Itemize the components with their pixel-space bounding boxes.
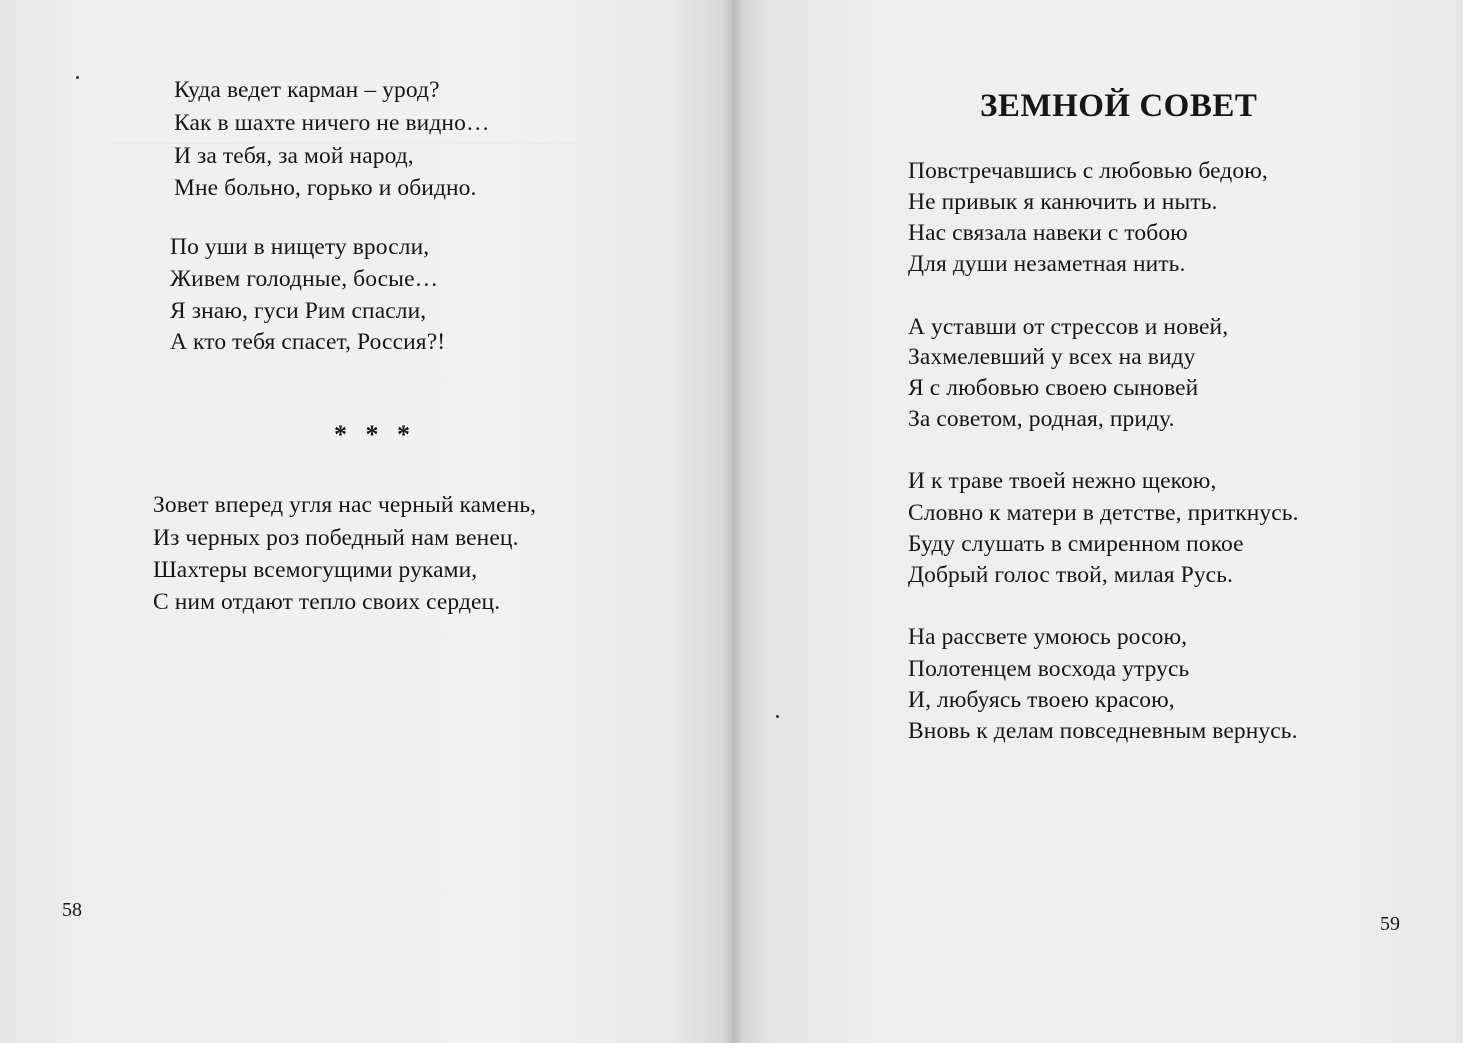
poem-line: Нас связала навеки с тобою [908, 220, 1188, 246]
poem-line: Куда ведет карман – урод? [174, 77, 440, 103]
poem-line: Захмелевший у всех на виду [908, 344, 1196, 370]
poem-line: Зовет вперед угля нас черный камень, [153, 492, 537, 518]
poem-line: Повстречавшись с любовью бедою, [908, 158, 1268, 184]
poem-line: Для души незаметная нить. [908, 251, 1186, 277]
poem-line: А уставши от стрессов и новей, [908, 314, 1229, 340]
page-number: 58 [62, 899, 82, 921]
poem-line: Добрый голос твой, милая Русь. [908, 562, 1234, 588]
poem-line: Мне больно, горько и обидно. [174, 175, 477, 201]
poem-line: Живем голодные, босые… [170, 266, 439, 292]
poem-line: Вновь к делам повседневным вернусь. [908, 718, 1298, 744]
poem-line: Полотенцем восхода утрусь [908, 656, 1190, 682]
poem-line: На рассвете умоюсь росою, [908, 624, 1188, 650]
poem-line: Буду слушать в смиренном покое [908, 531, 1244, 557]
poem-line: Не привык я канючить и ныть. [908, 189, 1218, 215]
poem-line: Как в шахте ничего не видно… [174, 110, 490, 136]
poem-line: И к траве твоей нежно щекою, [908, 468, 1217, 494]
poem-line: За советом, родная, приду. [908, 406, 1175, 432]
page-number: 59 [1380, 913, 1400, 935]
stanza-separator: * * * [334, 420, 416, 449]
poem-line: Из черных роз победный нам венец. [153, 525, 519, 551]
poem-line: Я знаю, гуси Рим спасли, [170, 298, 427, 324]
poem-title: ЗЕМНОЙ СОВЕТ [980, 88, 1258, 124]
speck [776, 715, 779, 718]
poem-line: С ним отдают тепло своих сердец. [153, 589, 501, 615]
poem-line: И, любуясь твоею красою, [908, 687, 1175, 713]
poem-line: Словно к матери в детстве, приткнусь. [908, 500, 1299, 526]
poem-line: По уши в нищету вросли, [170, 234, 430, 260]
book-gutter [722, 0, 744, 1043]
right-page [732, 0, 1463, 1043]
poem-line: А кто тебя спасет, Россия?! [170, 329, 446, 355]
poem-line: Шахтеры всемогущими руками, [153, 557, 478, 583]
speck [76, 76, 79, 79]
show-through-block [215, 610, 545, 880]
poem-line: И за тебя, за мой народ, [174, 143, 414, 169]
poem-line: Я с любовью своею сыновей [908, 375, 1199, 401]
